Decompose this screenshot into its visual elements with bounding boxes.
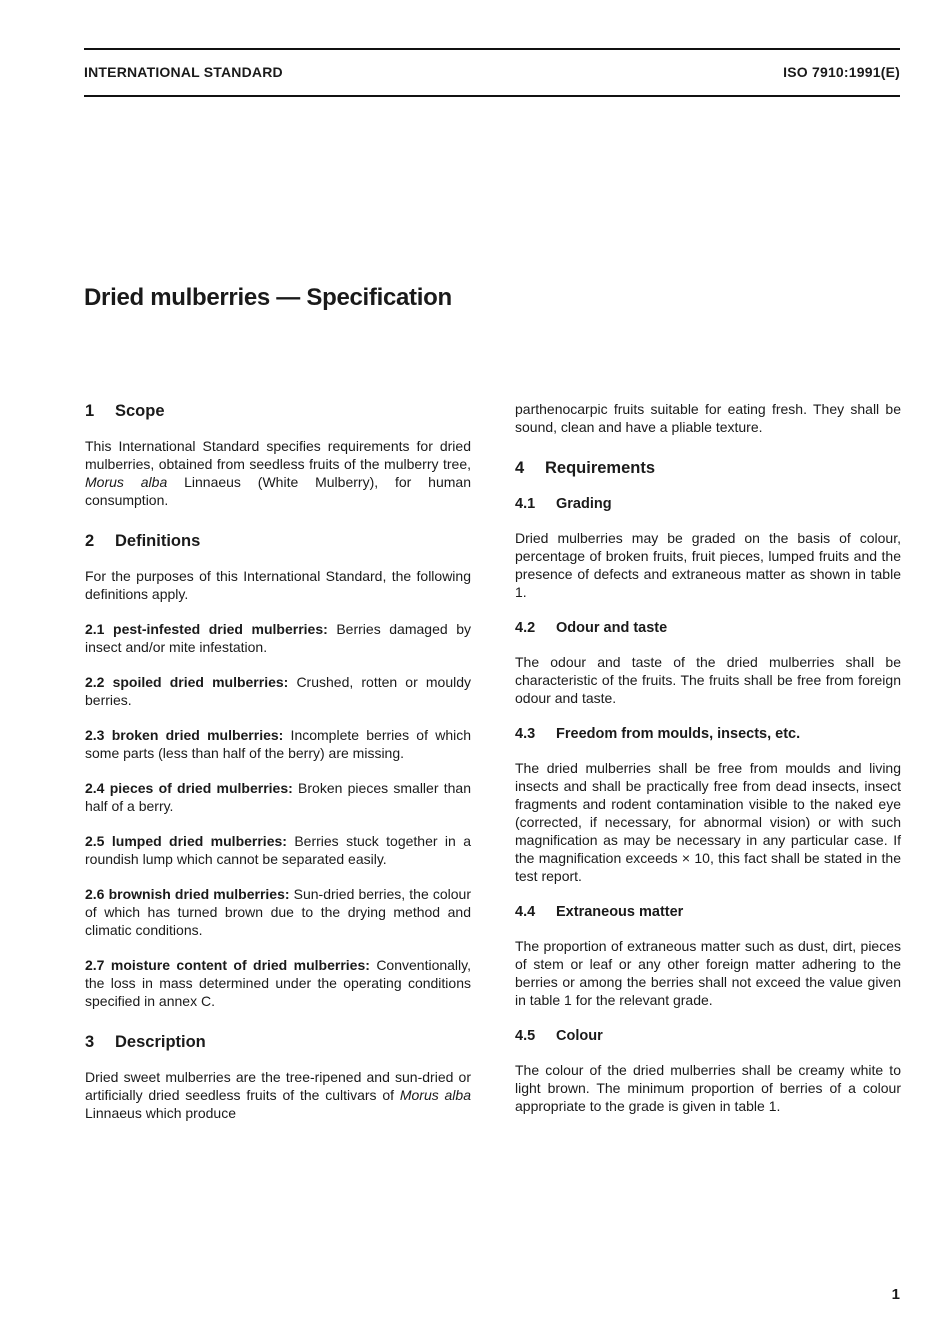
definition-item: 2.7 moisture content of dried mulberries: Conventionally, the loss in mass determined under the operating conditions specified in annex C. bbox=[85, 957, 472, 1009]
definition-item: 2.5 lumped dried mulberries: Berries stuck together in a roundish lump which cannot be separated easily. bbox=[85, 833, 471, 867]
header-top-rule bbox=[84, 48, 900, 50]
definition-item: 2.1 pest-infested dried mulberries: Berries damaged by insect and/or mite infestation. bbox=[85, 621, 471, 655]
document-title: Dried mulberries — Specification bbox=[84, 284, 452, 311]
section-heading-definitions: 2 Definitions bbox=[85, 532, 201, 550]
right-column bbox=[515, 400, 901, 1115]
extraneous-matter-paragraph: The proportion of extraneous matter such as dust, dirt, pieces of stem or leaf or any other foreign matter adhering to the berries or among the berries shall not exceed the value given in table 1 for the relevant grade. bbox=[515, 938, 901, 1008]
definition-item: 2.3 broken dried mulberries: Incomplete berries of which some parts (less than half of the berry) are missing. bbox=[85, 727, 471, 761]
description-continuation: parthenocarpic fruits suitable for eating fresh. They shall be sound, clean and have a pliable texture. bbox=[515, 401, 901, 435]
definition-item: 2.6 brownish dried mulberries: Sun-dried berries, the colour of which has turned brown due to the drying method and climatic conditions. bbox=[85, 886, 471, 938]
definition-item: 2.2 spoiled dried mulberries: Crushed, rotten or mouldy berries. bbox=[85, 674, 472, 708]
description-paragraph: Dried sweet mulberries are the tree-ripened and sun-dried or artificially dried seedless fruits of the cultivars of Morus alba Linnaeus which produce bbox=[85, 1069, 471, 1121]
header-bottom-rule bbox=[84, 95, 900, 97]
subsection-heading-colour: 4.5 Colour bbox=[515, 1028, 603, 1044]
section-heading-description: 3 Description bbox=[85, 1033, 206, 1051]
definition-item: 2.4 pieces of dried mulberries: Broken pieces smaller than half of a berry. bbox=[85, 780, 471, 814]
section-heading-scope: 1 Scope bbox=[85, 402, 165, 420]
grading-paragraph: Dried mulberries may be graded on the basis of colour, percentage of broken fruits, fruit pieces, lumped fruits and the presence of defects and extraneous matter as shown in table 1. bbox=[515, 530, 901, 600]
left-column bbox=[85, 400, 471, 1122]
subsection-heading-freedom-moulds: 4.3 Freedom from moulds, insects, etc. bbox=[515, 726, 801, 742]
colour-paragraph: The colour of the dried mulberries shall be creamy white to light brown. The minimum proportion of berries of a colour appropriate to the grade is given in table 1. bbox=[515, 1062, 901, 1114]
scope-paragraph: This International Standard specifies requirements for dried mulberries, obtained from seedless fruits of the mulberry tree, Morus alba Linnaeus (White Mulberry), for human consumption. bbox=[85, 438, 471, 508]
subsection-heading-extraneous-matter: 4.4 Extraneous matter bbox=[515, 904, 684, 920]
section-heading-requirements: 4 Requirements bbox=[515, 459, 656, 477]
subsection-heading-grading: 4.1 Grading bbox=[515, 496, 612, 512]
subsection-heading-odour-taste: 4.2 Odour and taste bbox=[515, 620, 668, 636]
page-number: 1 bbox=[891, 1286, 900, 1303]
freedom-moulds-paragraph: The dried mulberries shall be free from moulds and living insects and shall be practically free from dead insects, insect fragments and rodent contamination visible to the naked eye (corrected, if necessary, for abnormal vision) or with such magnification as may be necessary in any particular case. If the magnification exceeds × 10, this fact shall be stated in the test report. bbox=[515, 760, 901, 884]
standard-number-label: ISO 7910:1991(E) bbox=[783, 64, 900, 80]
definitions-intro: For the purposes of this International Standard, the following definitions apply. bbox=[85, 568, 471, 602]
standard-type-label: INTERNATIONAL STANDARD bbox=[84, 64, 283, 80]
odour-taste-paragraph: The odour and taste of the dried mulberries shall be characteristic of the fruits. The fruits shall be free from foreign odour and taste. bbox=[515, 654, 901, 706]
